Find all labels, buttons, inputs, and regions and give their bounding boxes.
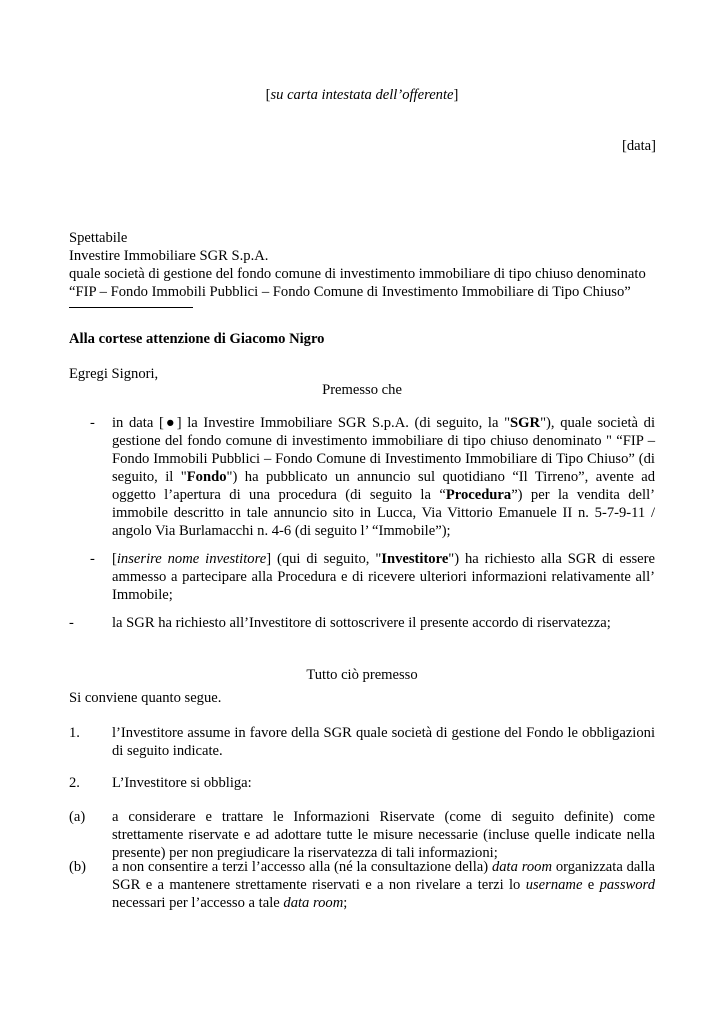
clause-marker: 2. <box>69 775 80 791</box>
subclause-marker: (a) <box>69 809 86 825</box>
separator-rule <box>69 307 193 308</box>
clause-1: l’Investitore assume in favore della SGR quale società di gestione del Fondo le obbligazioni di seguito indicate. <box>112 725 655 759</box>
premessa-2: [inserire nome investitore] (qui di seguito, "Investitore") ha richiesto alla SGR di essere ammesso a partecipare alla Procedura e di ricevere ulteriori informazioni relativamente all’ Immobile; <box>112 551 655 603</box>
addressee-line: “FIP – Fondo Immobili Pubblici – Fondo Comune di Investimento Immobiliare di Tipo Chiuso” <box>69 284 631 300</box>
premessa-marker: - <box>90 551 95 567</box>
tutto-heading: Tutto ciò premesso <box>306 667 418 683</box>
conviene-line: Si conviene quanto segue. <box>69 690 222 706</box>
greeting: Egregi Signori, <box>69 366 159 382</box>
date-placeholder: [data] <box>621 138 656 154</box>
subclause-marker: (b) <box>69 859 87 875</box>
letterhead-note: [su carta intestata dell’offerente] <box>265 87 459 103</box>
clause-marker: 1. <box>69 725 80 741</box>
clause-2: L’Investitore si obbliga: <box>112 775 252 791</box>
attention-line: Alla cortese attenzione di Giacomo Nigro <box>69 331 325 347</box>
addressee-block <box>69 229 669 301</box>
premesso-heading: Premesso che <box>322 382 402 398</box>
addressee-line: Investire Immobiliare SGR S.p.A. <box>69 248 269 264</box>
subclause-b: a non consentire a terzi l’accesso alla (né la consultazione della) data room organizzata dalla SGR e a mantenere strettamente riservati e a non rivelare a terzi lo username e password necessari per l’accesso a tale data room; <box>112 859 655 911</box>
premessa-marker: - <box>90 415 95 431</box>
addressee-line: quale società di gestione del fondo comune di investimento immobiliare di tipo chiuso denominato <box>69 266 646 282</box>
premessa-marker: - <box>69 615 74 631</box>
addressee-line: Spettabile <box>69 230 128 246</box>
premessa-1: in data [●] la Investire Immobiliare SGR S.p.A. (di seguito, la "SGR"), quale società di gestione del fondo comune di investimento immobiliare di tipo chiuso denominato " “FIP – Fondo Immobili Pubblici – Fondo Comune di Investimento Immobiliare di Tipo Chiuso” (di seguito, il "Fondo") ha pubblicato un annuncio sul quotidiano “Il Tirreno”, avente ad oggetto l’apertura di una procedura (di seguito la “Procedura”) per la vendita dell’ immobile descritto in tale annuncio sito in Lucca, Via Vittorio Emanuele II n. 5-7-9-11 / angolo Via Burlamacchi n. 4-6 (di seguito l’ “Immobile”); <box>112 415 656 539</box>
premessa-3: la SGR ha richiesto all’Investitore di sottoscrivere il presente accordo di riservatezza; <box>112 615 611 631</box>
subclause-a: a considerare e trattare le Informazioni Riservate (come di seguito definite) come strettamente riservate e ad adottare tutte le misure necessarie (incluse quelle indicate nella presente) per non pregiudicare la riservatezza di tali informazioni; <box>112 809 655 861</box>
